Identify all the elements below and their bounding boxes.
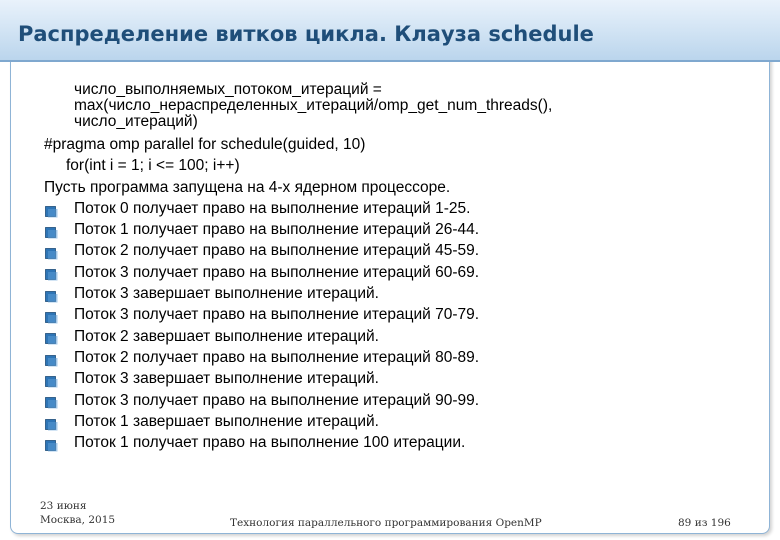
formula-line-3: число_итераций) [74, 113, 198, 130]
footer-date: 23 июня [40, 500, 87, 512]
bullet-item [44, 219, 744, 240]
slide-title: Распределение витков цикла. Клауза schedule [18, 22, 594, 46]
bullet-text: Поток 3 получает право на выполнение итераций 90-99. [74, 391, 480, 409]
bullet-text: Поток 0 получает право на выполнение итераций 1-25. [74, 199, 471, 217]
bullet-text: Поток 3 завершает выполнение итераций. [74, 285, 379, 303]
bullet-item [44, 411, 744, 432]
checkbox-bullet-icon [45, 416, 58, 428]
footer-course: Технология параллельного программирования OpenMP [230, 517, 542, 529]
checkbox-bullet-icon [45, 330, 58, 342]
checkbox-bullet-icon [45, 373, 58, 385]
checkbox-bullet-icon [45, 309, 58, 321]
bullet-item [44, 283, 744, 304]
checkbox-bullet-icon [45, 245, 58, 257]
bullet-text: Поток 3 получает право на выполнение итераций 70-79. [74, 306, 480, 324]
title-bar [0, 0, 780, 62]
bullet-text: Поток 3 завершает выполнение итераций. [74, 370, 379, 388]
bullet-text: Поток 2 получает право на выполнение итераций 45-59. [74, 242, 480, 260]
footer-date-block [40, 499, 115, 527]
bullet-item [44, 368, 744, 389]
bullet-text: Поток 1 получает право на выполнение итераций 26-44. [74, 221, 480, 239]
bullet-item [44, 390, 744, 411]
bullet-text: Поток 2 получает право на выполнение итераций 80-89. [74, 348, 480, 366]
formula-line-2: max(число_нераспределенных_итераций/omp_get_num_threads(), [74, 97, 553, 114]
formula-line-1: число_выполняемых_потоком_итераций = [74, 81, 382, 98]
checkbox-bullet-icon [45, 224, 58, 236]
pragma-line: #pragma omp parallel for schedule(guided, 10) [44, 136, 366, 153]
bullet-text: Поток 1 получает право на выполнение 100 итерации. [74, 434, 466, 452]
checkbox-bullet-icon [45, 288, 58, 300]
for-line: for(int i = 1; i <= 100; i++) [66, 157, 240, 175]
bullet-list [44, 198, 744, 454]
footer-page-number: 89 из 196 [678, 517, 731, 529]
footer-city-year: Москва, 2015 [40, 514, 116, 526]
checkbox-bullet-icon [45, 352, 58, 364]
bullet-item [44, 304, 744, 325]
checkbox-bullet-icon [45, 203, 58, 215]
bullet-item [44, 432, 744, 453]
bullet-item [44, 326, 744, 347]
bullet-item [44, 198, 744, 219]
bullet-item [44, 347, 744, 368]
slide-content [44, 82, 744, 453]
bullet-text: Поток 2 завершает выполнение итераций. [74, 327, 379, 345]
bullet-text: Поток 1 завершает выполнение итераций. [74, 412, 379, 430]
checkbox-bullet-icon [45, 394, 58, 406]
bullet-item [44, 240, 744, 261]
intro-line: Пусть программа запущена на 4-х ядерном процессоре. [44, 178, 451, 196]
bullet-item [44, 262, 744, 283]
bullet-text: Поток 3 получает право на выполнение итераций 60-69. [74, 263, 480, 281]
checkbox-bullet-icon [45, 437, 58, 449]
checkbox-bullet-icon [45, 266, 58, 278]
